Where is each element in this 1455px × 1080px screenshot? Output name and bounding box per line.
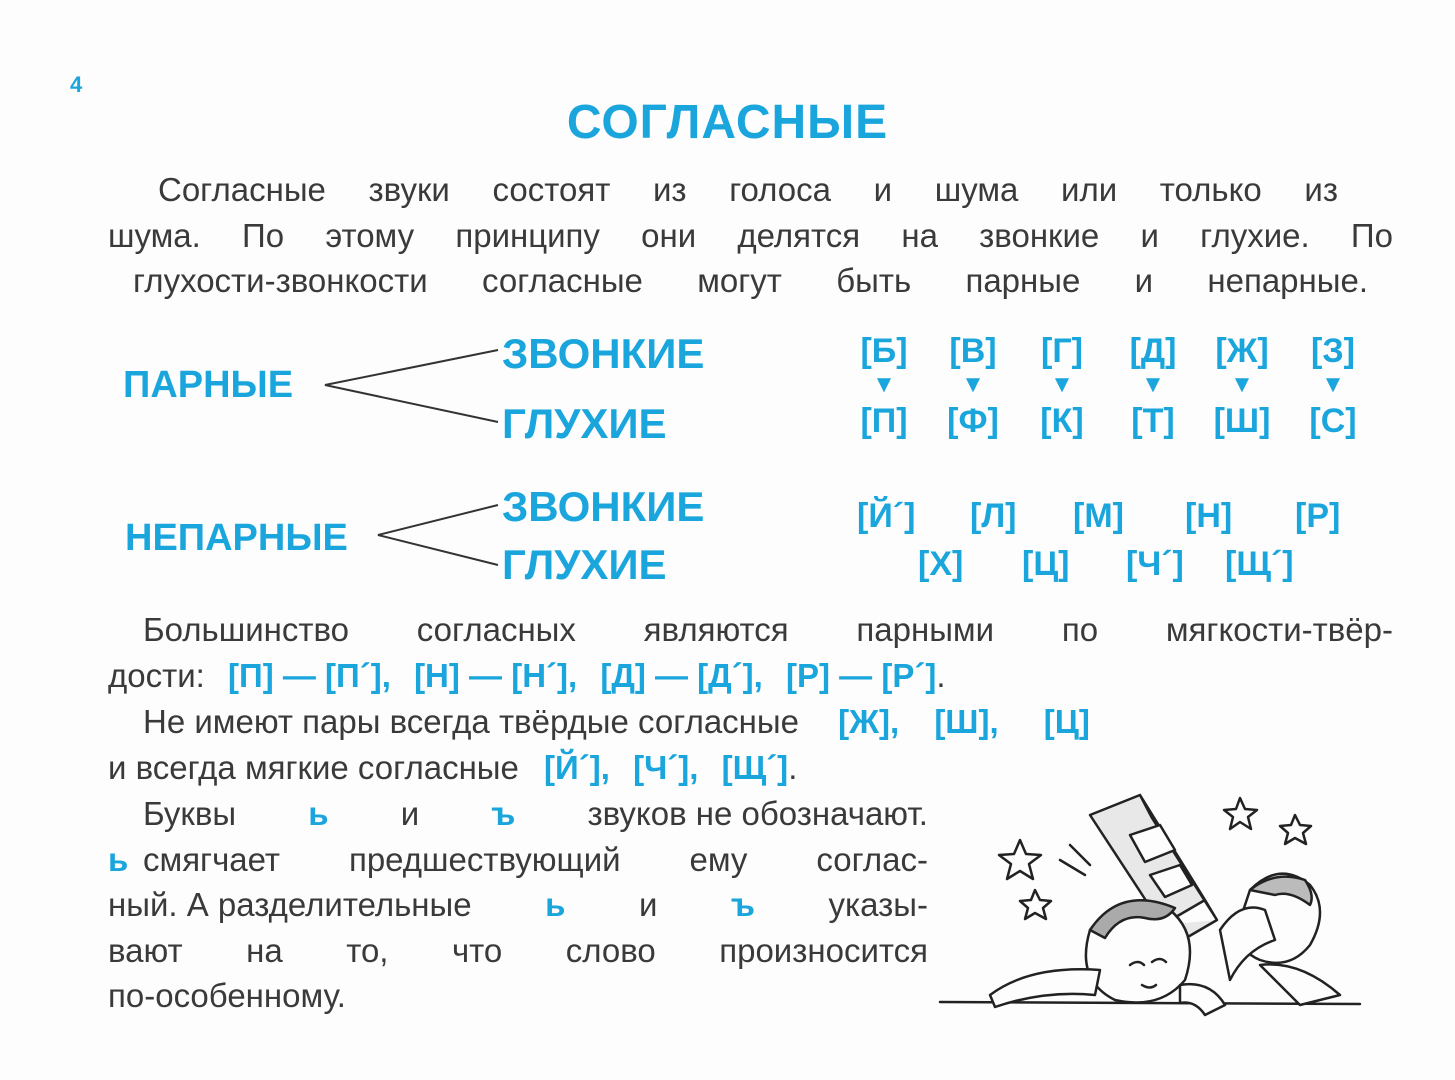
star-icon [1224,798,1257,829]
no-pair-paragraph [108,699,1393,790]
down-arrow-icon: ▼ [872,371,896,398]
signs-word: Буквы [143,795,237,832]
unpaired-voiced-sound: [Й´] [857,497,916,535]
hard-consonant: [Ж], [838,703,900,740]
paired-connector [325,350,498,422]
soft-consonants-line [108,745,1393,791]
softness-pair: [П] — [П´], [228,656,391,694]
unpaired-connector [378,505,498,565]
soft-consonants-text: и всегда мягкие согласные [108,748,519,786]
unpaired-voiceless-sound: [Х] [918,545,964,583]
signs-line-5: по-особенному. [108,977,346,1014]
unpaired-voiceless-sound: [Ч´] [1126,545,1184,583]
paired-voiced-sound: [Д] [1129,332,1177,370]
signs-and: и [638,886,658,923]
paired-voiceless-sound: [П] [860,402,908,440]
signs-line-1 [108,791,928,837]
softness-pair: [Д] — [Д´], [600,656,763,694]
star-icon [1020,890,1051,919]
paired-label: ПАРНЫЕ [123,364,294,406]
hard-consonant: [Ц] [1043,703,1090,740]
signs-line-4: вают на то, что слово произносится [108,931,928,969]
signs-paragraph [108,791,928,1019]
soft-sign-letter: ь [545,886,566,923]
down-arrow-icon: ▼ [961,371,985,398]
signs-text: указы- [828,886,928,923]
unpaired-voiced-sound: [М] [1073,497,1124,535]
signs-text: смягчает предшествующий ему соглас- [143,840,928,878]
signs-and: и [400,795,420,832]
hard-consonants-text: Не имеют пары всегда твёрдые согласные [143,703,799,740]
soft-sign-letter: ь [308,795,329,832]
hard-sign-letter: ъ [491,795,516,832]
signs-text: звуков не обозначают. [587,795,928,832]
hard-consonant: [Ш], [934,703,999,740]
softness-pair: [Н] — [Н´], [414,656,578,694]
softness-paragraph [108,607,1393,698]
paired-voiceless-label: ГЛУХИЕ [502,400,667,447]
intro-line: глухости-звонкости согласные могут быть парные и непарные. [133,262,1368,299]
paired-voiceless-sound: [С] [1309,402,1357,440]
softness-line: Большинство согласных являются парными по мягкости-твёр- [143,611,1393,648]
unpaired-label: НЕПАРНЫЕ [125,517,348,559]
softness-period: . [936,656,946,694]
unpaired-voiceless-sound: [Ц] [1022,545,1070,583]
star-icon [999,840,1041,879]
softness-pairs-line [108,653,1393,699]
paired-voiced-sound: [З] [1311,332,1355,370]
unpaired-voiced-sound: [Н] [1185,497,1233,535]
signs-line-3 [108,882,928,928]
unpaired-voiced-label: ЗВОНКИЕ [502,483,705,530]
softness-pair: [Р] — [Р´] [786,656,937,694]
page-title: СОГЛАСНЫЕ [566,96,889,149]
paired-voiced-sound: [В] [949,332,997,370]
unpaired-voiceless-sound: [Щ´] [1225,545,1294,583]
star-icon [1280,815,1311,844]
paired-voiced-sound: [Г] [1041,332,1083,370]
hard-consonants-line [108,699,1393,745]
soft-consonant: [Щ´] [721,748,789,786]
paired-voiceless-sound: [Т] [1131,402,1175,440]
down-arrow-icon: ▼ [1050,371,1074,398]
down-arrow-icon: ▼ [1141,371,1165,398]
unpaired-voiced-sound: [Р] [1295,497,1341,535]
paired-voiceless-sound: [К] [1040,402,1084,440]
soft-sign-letter: ь [108,840,129,878]
soft-consonants-period: . [788,748,798,786]
right-boy-body [1260,964,1340,1005]
softness-lead: дости: [108,656,205,694]
paired-voiceless-sound: [Ш] [1213,402,1271,440]
hard-sign-letter: ъ [730,886,755,923]
page-number: 4 [70,72,83,97]
paired-voiced-sound: [Б] [860,332,908,370]
down-arrow-icon: ▼ [1321,371,1345,398]
cartoon-illustration [930,790,1370,1030]
unpaired-voiceless-label: ГЛУХИЕ [502,541,667,588]
intro-line: Согласные звуки состоят из голоса и шума или только из [158,171,1338,208]
intro-line: шума. По этому принципу они делятся на звонкие и глухие. По [108,216,1393,254]
signs-line-2 [108,837,928,883]
unpaired-voiced-sound: [Л] [970,497,1017,535]
left-boy-hand [1180,984,1225,1015]
signs-text: ный. А разделительные [108,886,472,923]
soft-consonant: [Ч´], [633,748,699,786]
paired-voiceless-sound: [Ф] [947,402,999,440]
soft-consonant: [Й´], [544,748,610,786]
paired-voiced-sound: [Ж] [1215,332,1269,370]
paired-voiced-label: ЗВОНКИЕ [502,330,705,377]
down-arrow-icon: ▼ [1230,371,1254,398]
